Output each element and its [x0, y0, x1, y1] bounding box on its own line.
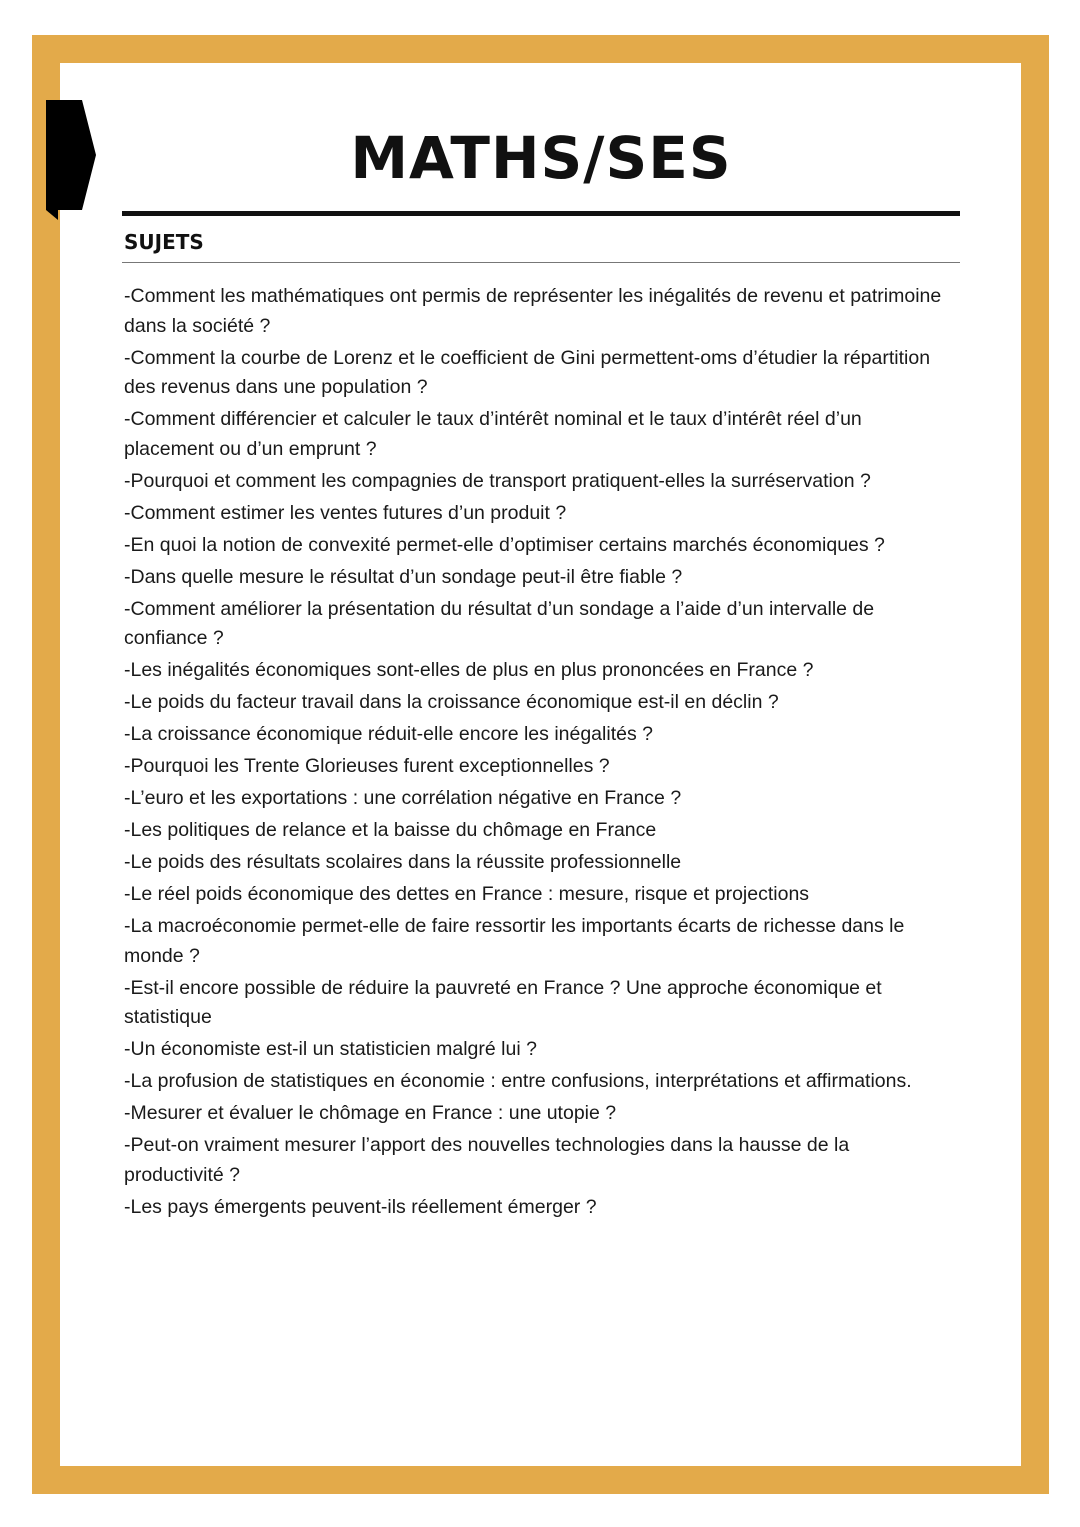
topic-item: -Peut-on vraiment mesurer l’apport des nouvelles technologies dans la hausse de la productivité ? [124, 1134, 850, 1186]
topic-item: -La profusion de statistiques en économie : entre confusions, interprétations et affirmations. [124, 1070, 912, 1092]
topic-item: -En quoi la notion de convexité permet-elle d’optimiser certains marchés économiques ? [124, 533, 885, 556]
topic-item: -Comment améliorer la présentation du résultat d’un sondage a l’aide d’un intervalle de confiance ? [124, 597, 875, 649]
page-title: MATHS/SES [350, 124, 732, 192]
topic-item: -Dans quelle mesure le résultat d’un sondage peut-il être fiable ? [124, 565, 683, 588]
topic-item: -L’euro et les exportations : une corrélation négative en France ? [124, 787, 682, 809]
topic-item: -Pourquoi et comment les compagnies de transport pratiquent-elles la surréservation ? [124, 469, 871, 492]
topic-item: -Comment les mathématiques ont permis de représenter les inégalités de revenu et patrimoine dans la société ? [124, 285, 942, 337]
title-divider [122, 211, 960, 216]
topic-item: -La croissance économique réduit-elle encore les inégalités ? [124, 723, 653, 745]
topic-item: -Mesurer et évaluer le chômage en France : une utopie ? [124, 1102, 617, 1124]
bookmark-tab-icon [46, 100, 96, 220]
topic-item: -Comment estimer les ventes futures d’un produit ? [124, 501, 567, 524]
topic-item: -Le réel poids économique des dettes en France : mesure, risque et projections [124, 883, 810, 905]
topic-item: -Le poids du facteur travail dans la croissance économique est-il en déclin ? [124, 691, 779, 713]
topic-item: -Le poids des résultats scolaires dans la réussite professionnelle [124, 851, 682, 873]
topic-item: -La macroéconomie permet-elle de faire ressortir les importants écarts de richesse dans le monde ? [124, 915, 905, 967]
section-heading: SUJETS [124, 230, 204, 254]
topic-item: -Est-il encore possible de réduire la pauvreté en France ? Une approche économique et statistique [124, 976, 882, 1028]
section-divider [122, 262, 960, 263]
topic-item: -Les inégalités économiques sont-elles de plus en plus prononcées en France ? [124, 659, 814, 681]
topic-item: -Comment la courbe de Lorenz et le coefficient de Gini permettent-oms d’étudier la répartition des revenus dans une population ? [124, 346, 931, 398]
topic-item: -Comment différencier et calculer le taux d’intérêt nominal et le taux d’intérêt réel d’un placement ou d’un emprunt ? [124, 408, 862, 460]
topic-item: -Un économiste est-il un statisticien malgré lui ? [124, 1038, 537, 1060]
topic-item: -Pourquoi les Trente Glorieuses furent exceptionnelles ? [124, 755, 610, 777]
topic-item: -Les politiques de relance et la baisse du chômage en France [124, 819, 657, 841]
topic-item: -Les pays émergents peuvent-ils réellement émerger ? [124, 1195, 597, 1218]
topic-list [124, 282, 952, 1225]
